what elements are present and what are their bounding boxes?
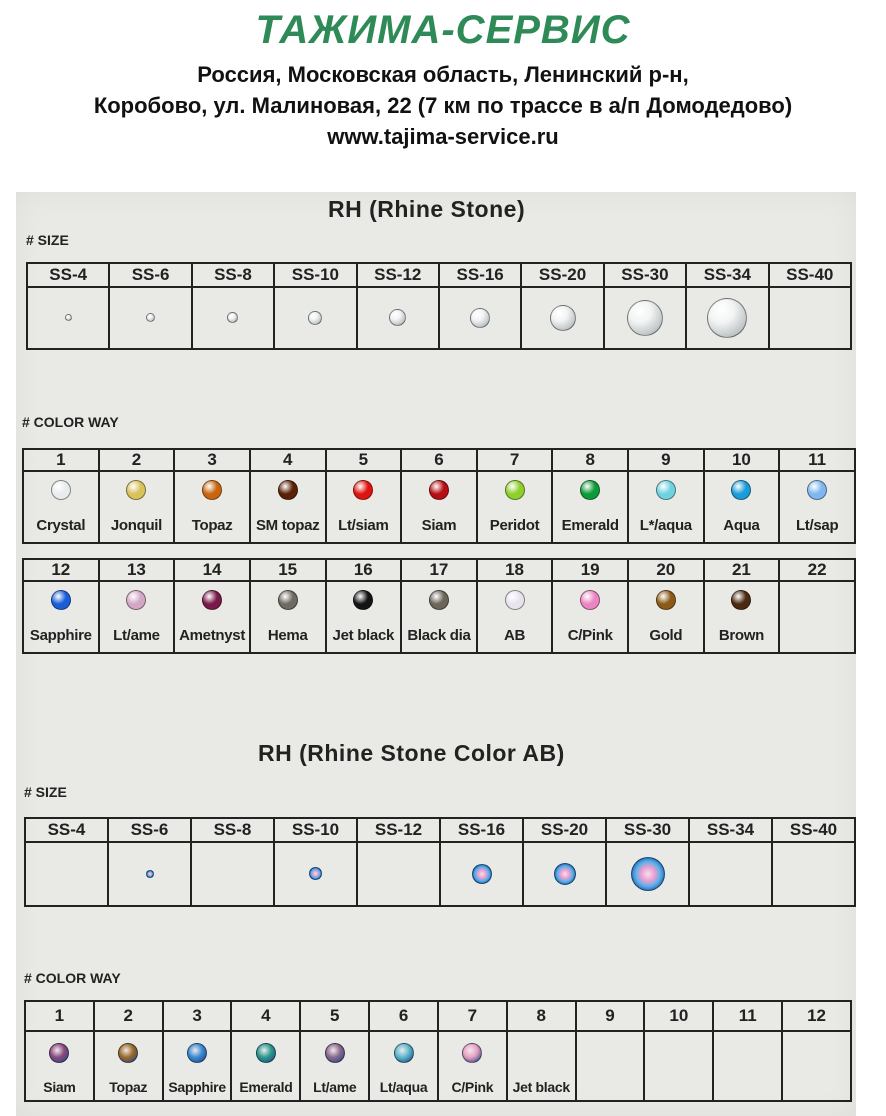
color-stone-cell-12 xyxy=(23,581,99,618)
color-stone-cell-12 xyxy=(782,1031,851,1074)
color-stone-cell-22 xyxy=(779,581,855,618)
color-name-15: Hema xyxy=(250,618,326,653)
stone-color-1-icon xyxy=(49,1043,69,1063)
stone-color-15-icon xyxy=(278,590,298,610)
size-cell-ss-10 xyxy=(274,842,357,906)
color-name-6: Siam xyxy=(401,508,477,543)
size-label-ss-40: SS-40 xyxy=(769,263,851,287)
color-number-1: 1 xyxy=(25,1001,94,1031)
size-label-ss-8: SS-8 xyxy=(192,263,274,287)
stone-color-21-icon xyxy=(731,590,751,610)
ab-size-table xyxy=(24,817,856,907)
color-stone-row xyxy=(23,581,855,618)
color-stone-cell-7 xyxy=(438,1031,507,1074)
color-number-12: 12 xyxy=(23,559,99,581)
color-number-3: 3 xyxy=(174,449,250,471)
color-name-row xyxy=(25,1074,851,1101)
color-name-5: Lt/ame xyxy=(300,1074,369,1101)
color-name-17: Black dia xyxy=(401,618,477,653)
color-name-5: Lt/siam xyxy=(326,508,402,543)
color-number-18: 18 xyxy=(477,559,553,581)
color-name-2: Topaz xyxy=(94,1074,163,1101)
color-name-4: SM topaz xyxy=(250,508,326,543)
stone-color-14-icon xyxy=(202,590,222,610)
color-stone-cell-21 xyxy=(704,581,780,618)
color-stone-cell-4 xyxy=(250,471,326,508)
size-label-ss-30: SS-30 xyxy=(606,818,689,842)
color-number-17: 17 xyxy=(401,559,477,581)
color-stone-cell-1 xyxy=(25,1031,94,1074)
address-line-1: Россия, Московская область, Ленинский р-н, xyxy=(197,62,689,87)
stone-color-3-icon xyxy=(187,1043,207,1063)
size-label-ss-12: SS-12 xyxy=(357,263,439,287)
color-stone-cell-15 xyxy=(250,581,326,618)
stone-color-12-icon xyxy=(51,590,71,610)
size-cell-ss-10 xyxy=(274,287,356,349)
color-number-7: 7 xyxy=(438,1001,507,1031)
size-cell-ss-16 xyxy=(439,287,521,349)
color-number-11: 11 xyxy=(713,1001,782,1031)
size-label-ss-34: SS-34 xyxy=(686,263,768,287)
size-cell-ss-34 xyxy=(689,842,772,906)
color-number-10: 10 xyxy=(704,449,780,471)
stone-color-6-icon xyxy=(429,480,449,500)
color-name-3: Sapphire xyxy=(163,1074,232,1101)
website-link[interactable]: www.tajima-service.ru xyxy=(327,124,559,149)
size-label-ss-10: SS-10 xyxy=(274,263,356,287)
stone-color-8-icon xyxy=(580,480,600,500)
color-stone-cell-7 xyxy=(477,471,553,508)
stone-ss-6-icon xyxy=(146,313,155,322)
color-stone-cell-5 xyxy=(326,471,402,508)
color-name-12 xyxy=(782,1074,851,1101)
color-name-12: Sapphire xyxy=(23,618,99,653)
stone-ss-20-icon xyxy=(550,305,576,331)
color-name-1: Crystal xyxy=(23,508,99,543)
stone-ss-34-icon xyxy=(707,298,747,338)
color-name-7: C/Pink xyxy=(438,1074,507,1101)
size-label-ss-6: SS-6 xyxy=(109,263,191,287)
color-number-row xyxy=(23,449,855,471)
stone-color-3-icon xyxy=(202,480,222,500)
company-name: ТАЖИМА-СЕРВИС xyxy=(255,8,631,52)
size-cell-ss-20 xyxy=(521,287,603,349)
color-number-8: 8 xyxy=(507,1001,576,1031)
company-header xyxy=(0,0,886,185)
size-header-row xyxy=(27,263,851,287)
stone-color-2-icon xyxy=(118,1043,138,1063)
ab-color-label: # COLOR WAY xyxy=(24,970,121,986)
stone-color-19-icon xyxy=(580,590,600,610)
stone-color-18-icon xyxy=(505,590,525,610)
address-line-2: Коробово, ул. Малиновая, 22 (7 км по трассе в а/п Домодедово) xyxy=(93,93,793,118)
color-number-19: 19 xyxy=(552,559,628,581)
stone-ss-4-icon xyxy=(65,314,72,321)
color-number-9: 9 xyxy=(628,449,704,471)
color-stone-row xyxy=(23,471,855,508)
color-number-5: 5 xyxy=(326,449,402,471)
stone-ss-30-icon xyxy=(631,857,665,891)
rh-size-label: # SIZE xyxy=(26,232,69,248)
color-number-14: 14 xyxy=(174,559,250,581)
stone-ss-12-icon xyxy=(389,309,406,326)
color-name-16: Jet black xyxy=(326,618,402,653)
color-stone-cell-1 xyxy=(23,471,99,508)
color-name-6: Lt/aqua xyxy=(369,1074,438,1101)
stone-color-4-icon xyxy=(278,480,298,500)
color-stone-cell-6 xyxy=(401,471,477,508)
color-number-4: 4 xyxy=(231,1001,300,1031)
color-number-10: 10 xyxy=(644,1001,713,1031)
stone-ss-10-icon xyxy=(309,867,322,880)
color-name-row xyxy=(23,508,855,543)
color-number-16: 16 xyxy=(326,559,402,581)
size-cell-ss-4 xyxy=(27,287,109,349)
stone-ss-16-icon xyxy=(472,864,492,884)
stone-color-13-icon xyxy=(126,590,146,610)
stone-color-7-icon xyxy=(505,480,525,500)
color-name-20: Gold xyxy=(628,618,704,653)
color-stone-cell-10 xyxy=(704,471,780,508)
color-name-2: Jonquil xyxy=(99,508,175,543)
color-number-2: 2 xyxy=(99,449,175,471)
color-stone-cell-2 xyxy=(99,471,175,508)
color-number-4: 4 xyxy=(250,449,326,471)
stone-color-20-icon xyxy=(656,590,676,610)
size-cell-ss-4 xyxy=(25,842,108,906)
color-name-row xyxy=(23,618,855,653)
color-number-22: 22 xyxy=(779,559,855,581)
color-stone-cell-5 xyxy=(300,1031,369,1074)
size-cell-ss-6 xyxy=(109,287,191,349)
color-name-13: Lt/ame xyxy=(99,618,175,653)
size-cell-ss-30 xyxy=(604,287,686,349)
size-label-ss-16: SS-16 xyxy=(439,263,521,287)
size-cell-ss-40 xyxy=(772,842,855,906)
color-number-3: 3 xyxy=(163,1001,232,1031)
color-stone-cell-8 xyxy=(507,1031,576,1074)
color-number-13: 13 xyxy=(99,559,175,581)
color-stone-cell-18 xyxy=(477,581,553,618)
stone-ss-6-icon xyxy=(146,870,154,878)
color-number-row xyxy=(23,559,855,581)
size-cell-ss-40 xyxy=(769,287,851,349)
stone-color-17-icon xyxy=(429,590,449,610)
color-name-11: Lt/sap xyxy=(779,508,855,543)
size-label-ss-12: SS-12 xyxy=(357,818,440,842)
color-number-12: 12 xyxy=(782,1001,851,1031)
color-number-1: 1 xyxy=(23,449,99,471)
color-stone-row xyxy=(25,1031,851,1074)
size-label-ss-34: SS-34 xyxy=(689,818,772,842)
color-stone-cell-11 xyxy=(779,471,855,508)
rh-color-table-1 xyxy=(22,448,856,544)
color-name-8: Emerald xyxy=(552,508,628,543)
size-cell-ss-8 xyxy=(192,287,274,349)
color-number-7: 7 xyxy=(477,449,553,471)
size-stone-row xyxy=(25,842,855,906)
color-number-8: 8 xyxy=(552,449,628,471)
color-number-9: 9 xyxy=(576,1001,645,1031)
color-stone-cell-3 xyxy=(174,471,250,508)
color-stone-cell-8 xyxy=(552,471,628,508)
color-stone-cell-3 xyxy=(163,1031,232,1074)
color-name-7: Peridot xyxy=(477,508,553,543)
color-number-11: 11 xyxy=(779,449,855,471)
size-cell-ss-20 xyxy=(523,842,606,906)
stone-color-7-icon xyxy=(462,1043,482,1063)
size-label-ss-4: SS-4 xyxy=(25,818,108,842)
color-name-18: AB xyxy=(477,618,553,653)
stone-color-1-icon xyxy=(51,480,71,500)
color-stone-cell-20 xyxy=(628,581,704,618)
color-stone-cell-17 xyxy=(401,581,477,618)
color-number-2: 2 xyxy=(94,1001,163,1031)
ab-size-label: # SIZE xyxy=(24,784,67,800)
rh-size-table xyxy=(26,262,852,350)
color-name-10: Aqua xyxy=(704,508,780,543)
color-name-14: Ametnyst xyxy=(174,618,250,653)
color-number-15: 15 xyxy=(250,559,326,581)
color-stone-cell-11 xyxy=(713,1031,782,1074)
color-name-1: Siam xyxy=(25,1074,94,1101)
stone-color-2-icon xyxy=(126,480,146,500)
size-label-ss-4: SS-4 xyxy=(27,263,109,287)
color-stone-cell-9 xyxy=(628,471,704,508)
stone-color-4-icon xyxy=(256,1043,276,1063)
size-label-ss-20: SS-20 xyxy=(523,818,606,842)
size-cell-ss-8 xyxy=(191,842,274,906)
color-stone-cell-16 xyxy=(326,581,402,618)
color-name-10 xyxy=(644,1074,713,1101)
color-number-row xyxy=(25,1001,851,1031)
color-name-3: Topaz xyxy=(174,508,250,543)
ab-title: RH (Rhine Stone Color AB) xyxy=(258,740,565,766)
stone-color-9-icon xyxy=(656,480,676,500)
size-cell-ss-12 xyxy=(357,842,440,906)
size-label-ss-20: SS-20 xyxy=(521,263,603,287)
size-cell-ss-30 xyxy=(606,842,689,906)
stone-color-6-icon xyxy=(394,1043,414,1063)
color-name-19: C/Pink xyxy=(552,618,628,653)
ab-color-table xyxy=(24,1000,852,1102)
color-stone-cell-2 xyxy=(94,1031,163,1074)
stone-color-16-icon xyxy=(353,590,373,610)
stone-color-5-icon xyxy=(353,480,373,500)
size-label-ss-30: SS-30 xyxy=(604,263,686,287)
size-stone-row xyxy=(27,287,851,349)
color-number-6: 6 xyxy=(401,449,477,471)
color-name-11 xyxy=(713,1074,782,1101)
color-number-21: 21 xyxy=(704,559,780,581)
rh-color-table-2 xyxy=(22,558,856,654)
rh-color-label: # COLOR WAY xyxy=(22,414,119,430)
stone-color-10-icon xyxy=(731,480,751,500)
color-name-22 xyxy=(779,618,855,653)
size-label-ss-10: SS-10 xyxy=(274,818,357,842)
color-stone-cell-6 xyxy=(369,1031,438,1074)
size-label-ss-6: SS-6 xyxy=(108,818,191,842)
color-stone-cell-19 xyxy=(552,581,628,618)
color-name-4: Emerald xyxy=(231,1074,300,1101)
color-stone-cell-4 xyxy=(231,1031,300,1074)
size-label-ss-16: SS-16 xyxy=(440,818,523,842)
size-cell-ss-34 xyxy=(686,287,768,349)
stone-color-11-icon xyxy=(807,480,827,500)
size-label-ss-40: SS-40 xyxy=(772,818,855,842)
size-cell-ss-12 xyxy=(357,287,439,349)
stone-ss-10-icon xyxy=(308,311,322,325)
color-stone-cell-9 xyxy=(576,1031,645,1074)
color-stone-cell-10 xyxy=(644,1031,713,1074)
color-name-8: Jet black xyxy=(507,1074,576,1101)
color-name-21: Brown xyxy=(704,618,780,653)
color-stone-cell-14 xyxy=(174,581,250,618)
size-header-row xyxy=(25,818,855,842)
stone-ss-20-icon xyxy=(554,863,576,885)
stone-ss-30-icon xyxy=(627,300,663,336)
size-label-ss-8: SS-8 xyxy=(191,818,274,842)
color-number-5: 5 xyxy=(300,1001,369,1031)
rh-title: RH (Rhine Stone) xyxy=(328,196,526,222)
size-cell-ss-6 xyxy=(108,842,191,906)
stone-ss-8-icon xyxy=(227,312,238,323)
color-number-20: 20 xyxy=(628,559,704,581)
stone-color-5-icon xyxy=(325,1043,345,1063)
rhinestone-chart-card xyxy=(16,192,856,1116)
color-name-9: L*/aqua xyxy=(628,508,704,543)
stone-ss-16-icon xyxy=(470,308,490,328)
size-cell-ss-16 xyxy=(440,842,523,906)
color-number-6: 6 xyxy=(369,1001,438,1031)
color-stone-cell-13 xyxy=(99,581,175,618)
color-name-9 xyxy=(576,1074,645,1101)
